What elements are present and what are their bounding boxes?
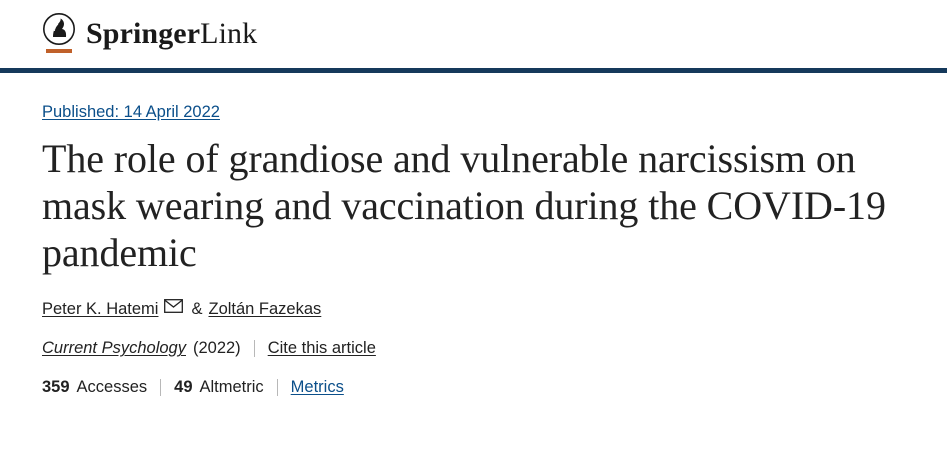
divider [254, 340, 255, 357]
envelope-icon[interactable] [164, 299, 183, 313]
accesses-label: Accesses [76, 378, 148, 397]
brand-link: Link [200, 17, 258, 50]
divider [160, 379, 161, 396]
site-header [0, 0, 947, 68]
springerlink-logo-link[interactable] [42, 12, 257, 56]
metrics-link[interactable]: Metrics [290, 378, 344, 397]
journal-name-link[interactable]: Current Psychology [42, 339, 186, 358]
author-separator: & [191, 300, 203, 319]
author-list [42, 300, 905, 319]
journal-line [42, 339, 905, 358]
journal-year: (2022) [192, 339, 241, 358]
accesses-count: 359 [42, 378, 70, 397]
altmetric-label: Altmetric [199, 378, 264, 397]
divider [277, 379, 278, 396]
author-link-1[interactable]: Peter K. Hatemi [42, 300, 159, 319]
springer-horse-logo-icon [42, 12, 76, 56]
page-title: The role of grandiose and vulnerable narcissism on mask wearing and vaccination during the COVID-19 pandemic [42, 136, 886, 275]
author-link-2[interactable]: Zoltán Fazekas [208, 300, 322, 319]
article-header [0, 73, 947, 397]
altmetric-count: 49 [174, 378, 193, 397]
published-date[interactable]: Published: 14 April 2022 [42, 103, 220, 121]
metrics-line [42, 378, 905, 397]
brand-wordmark [86, 19, 257, 49]
brand-springer: Springer [86, 17, 201, 50]
cite-article-link[interactable]: Cite this article [267, 339, 376, 358]
